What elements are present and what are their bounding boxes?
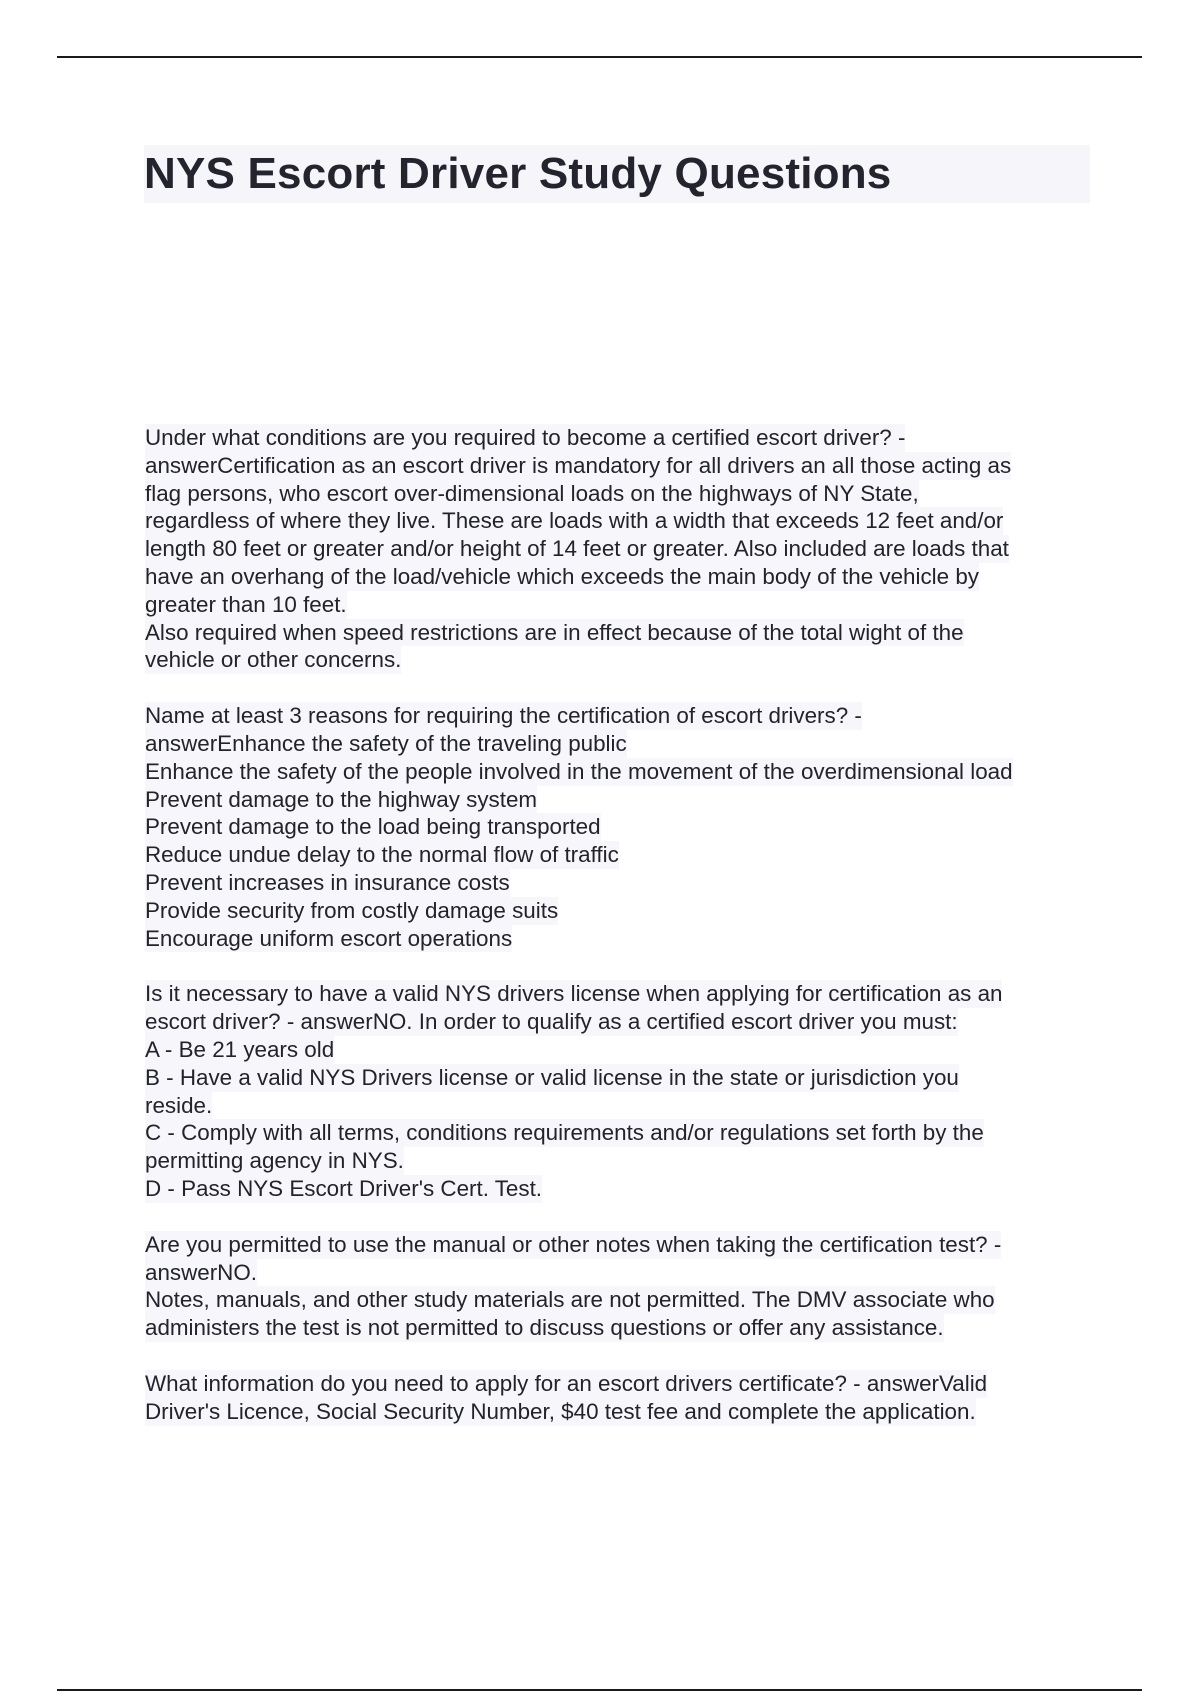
text-line: Prevent damage to the highway system [145, 786, 538, 812]
text-line: answerCertification as an escort driver is mandatory for all drivers an all those acting as [145, 452, 1012, 478]
text-line: Name at least 3 reasons for requiring the certification of escort drivers? - [145, 703, 862, 729]
text-line: Enhance the safety of the people involved in the movement of the overdimensional load [145, 758, 1013, 784]
text-line: reside. [145, 1092, 213, 1118]
text-line: Provide security from costly damage suits [145, 897, 559, 923]
text-line: flag persons, who escort over-dimensional loads on the highways of NY State, [145, 480, 919, 506]
text-line: B - Have a valid NYS Drivers license or valid license in the state or jurisdiction you [145, 1064, 959, 1090]
text-line: answerEnhance the safety of the traveling public [145, 730, 627, 756]
text-line: A - Be 21 years old [145, 1036, 335, 1062]
bottom-divider [57, 1689, 1142, 1691]
page-title: NYS Escort Driver Study Questions [144, 145, 1090, 203]
text-line: length 80 feet or greater and/or height of 14 feet or greater. Also included are loads that [145, 536, 1009, 562]
qa-item-certification-conditions [145, 424, 1090, 674]
text-line: Also required when speed restrictions are in effect because of the total wight of the [145, 619, 964, 645]
text-line: Notes, manuals, and other study materials are not permitted. The DMV associate who [145, 1287, 995, 1313]
text-line: C - Comply with all terms, conditions requirements and/or regulations set forth by the [145, 1120, 984, 1146]
text-line: Are you permitted to use the manual or other notes when taking the certification test? - [145, 1231, 1002, 1257]
qa-item-certification-reasons [145, 702, 1090, 952]
text-line: Prevent damage to the load being transported [145, 814, 601, 840]
qa-item-application-info [145, 1370, 1090, 1426]
text-line: vehicle or other concerns. [145, 647, 402, 673]
qa-item-license-requirement [145, 980, 1090, 1202]
text-line: Under what conditions are you required to become a certified escort driver? - [145, 425, 906, 450]
text-line: answerNO. [145, 1259, 257, 1285]
text-line: have an overhang of the load/vehicle which exceeds the main body of the vehicle by [145, 563, 979, 589]
text-line: D - Pass NYS Escort Driver's Cert. Test. [145, 1175, 543, 1201]
text-line: What information do you need to apply for an escort drivers certificate? - answerValid [145, 1370, 988, 1396]
text-line: Driver's Licence, Social Security Number, $40 test fee and complete the application. [145, 1398, 976, 1424]
text-line: administers the test is not permitted to discuss questions or offer any assistance. [145, 1315, 944, 1341]
top-divider [57, 56, 1142, 58]
text-line: Is it necessary to have a valid NYS drivers license when applying for certification as an [145, 981, 1003, 1007]
text-line: regardless of where they live. These are loads with a width that exceeds 12 feet and/or [145, 508, 1004, 534]
qa-item-notes-permitted [145, 1231, 1090, 1342]
text-line: escort driver? - answerNO. In order to qualify as a certified escort driver you must: [145, 1009, 958, 1035]
document-body [145, 424, 1090, 1454]
text-line: Prevent increases in insurance costs [145, 869, 510, 895]
text-line: greater than 10 feet. [145, 591, 347, 617]
text-line: permitting agency in NYS. [145, 1148, 404, 1174]
text-line: Reduce undue delay to the normal flow of traffic [145, 842, 619, 868]
text-line: Encourage uniform escort operations [145, 925, 513, 951]
